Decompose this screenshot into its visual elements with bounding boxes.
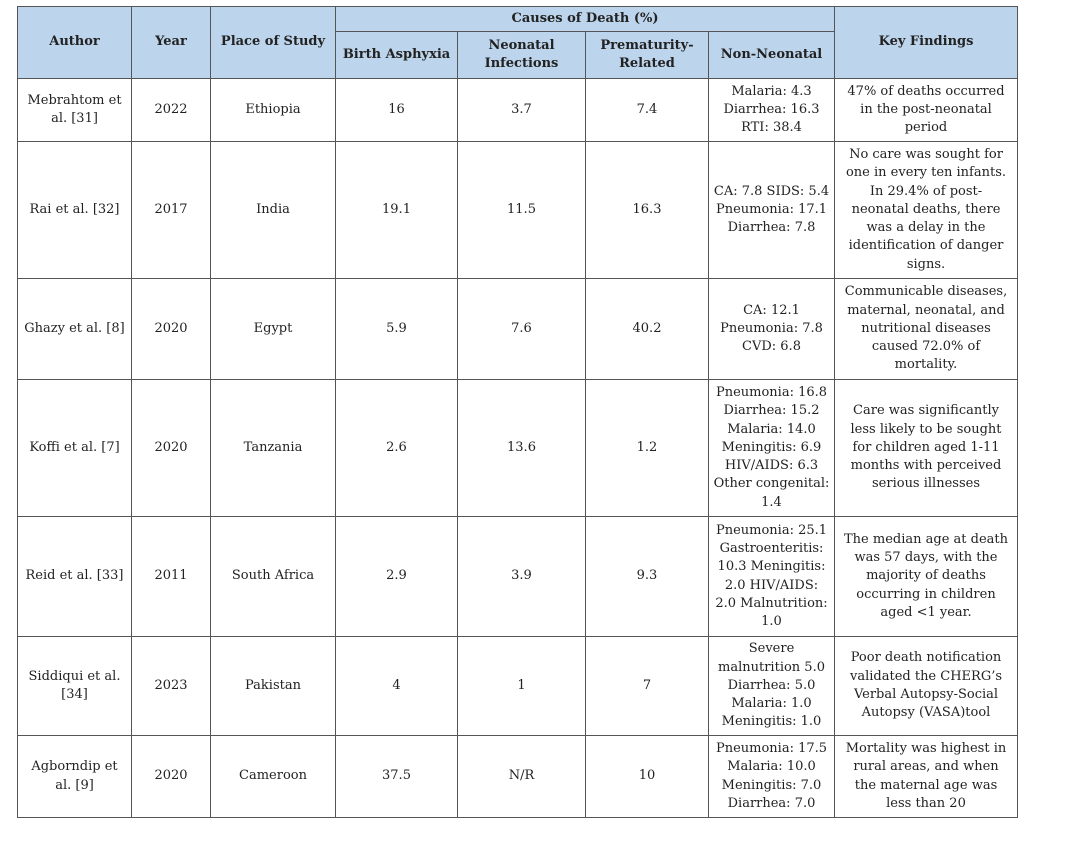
cell-neonatal-infections: 11.5 [458,142,586,279]
cell-neonatal-infections: 1 [458,637,586,736]
cell-place: Ethiopia [211,79,336,142]
cell-non-neonatal: Malaria: 4.3 Diarrhea: 16.3 RTI: 38.4 [709,79,835,142]
cell-place: South Africa [211,517,336,637]
cell-non-neonatal: CA: 7.8 SIDS: 5.4 Pneumonia: 17.1 Diarrhea: 7.8 [709,142,835,279]
cell-birth-asphyxia: 2.6 [336,380,458,517]
cell-birth-asphyxia: 37.5 [336,736,458,818]
table-row [18,637,1018,736]
cell-year: 2011 [132,517,211,637]
cell-non-neonatal: Pneumonia: 25.1 Gastroenteritis: 10.3 Meningitis: 2.0 HIV/AIDS: 2.0 Malnutrition: 1.0 [709,517,835,637]
cell-birth-asphyxia: 16 [336,79,458,142]
header-causes-group: Causes of Death (%) [336,7,835,32]
header-birth-asphyxia: Birth Asphyxia [336,32,458,79]
cell-birth-asphyxia: 2.9 [336,517,458,637]
cell-key-findings: No care was sought for one in every ten infants. In 29.4% of post-neonatal deaths, there was a delay in the identification of danger signs. [835,142,1018,279]
cell-neonatal-infections: 13.6 [458,380,586,517]
cell-neonatal-infections: 3.9 [458,517,586,637]
table-row [18,517,1018,637]
cell-prematurity: 9.3 [586,517,709,637]
cell-author: Ghazy et al. [8] [18,279,132,380]
causes-of-death-table [17,6,1018,818]
table-row [18,79,1018,142]
cell-birth-asphyxia: 4 [336,637,458,736]
cell-year: 2017 [132,142,211,279]
cell-non-neonatal: Severe malnutrition 5.0 Diarrhea: 5.0 Malaria: 1.0 Meningitis: 1.0 [709,637,835,736]
cell-non-neonatal: Pneumonia: 16.8 Diarrhea: 15.2 Malaria: 14.0 Meningitis: 6.9 HIV/AIDS: 6.3 Other congenital: 1.4 [709,380,835,517]
header-prematurity: Prematurity-Related [586,32,709,79]
cell-key-findings: Care was significantly less likely to be sought for children aged 1-11 months with perceived serious illnesses [835,380,1018,517]
cell-year: 2020 [132,736,211,818]
table-row [18,142,1018,279]
cell-place: India [211,142,336,279]
cell-prematurity: 7.4 [586,79,709,142]
cell-place: Cameroon [211,736,336,818]
table-row [18,380,1018,517]
header-neonatal-infections: Neonatal Infections [458,32,586,79]
cell-year: 2022 [132,79,211,142]
cell-author: Reid et al. [33] [18,517,132,637]
cell-year: 2020 [132,380,211,517]
cell-key-findings: 47% of deaths occurred in the post-neonatal period [835,79,1018,142]
header-author: Author [18,7,132,79]
cell-prematurity: 1.2 [586,380,709,517]
header-key-findings: Key Findings [835,7,1018,79]
cell-place: Egypt [211,279,336,380]
cell-author: Siddiqui et al. [34] [18,637,132,736]
cell-neonatal-infections: 3.7 [458,79,586,142]
cell-neonatal-infections: N/R [458,736,586,818]
header-non-neonatal: Non-Neonatal [709,32,835,79]
cell-prematurity: 16.3 [586,142,709,279]
cell-key-findings: Communicable diseases, maternal, neonatal, and nutritional diseases caused 72.0% of mortality. [835,279,1018,380]
header-place: Place of Study [211,7,336,79]
cell-author: Rai et al. [32] [18,142,132,279]
cell-non-neonatal: CA: 12.1 Pneumonia: 7.8 CVD: 6.8 [709,279,835,380]
cell-prematurity: 40.2 [586,279,709,380]
cell-birth-asphyxia: 5.9 [336,279,458,380]
cell-non-neonatal: Pneumonia: 17.5 Malaria: 10.0 Meningitis: 7.0 Diarrhea: 7.0 [709,736,835,818]
cell-prematurity: 7 [586,637,709,736]
cell-year: 2020 [132,279,211,380]
cell-key-findings: The median age at death was 57 days, with the majority of deaths occurring in children aged <1 year. [835,517,1018,637]
cell-place: Pakistan [211,637,336,736]
cell-key-findings: Poor death notification validated the CHERG’s Verbal Autopsy-Social Autopsy (VASA)tool [835,637,1018,736]
table-row [18,736,1018,818]
header-year: Year [132,7,211,79]
cell-author: Mebrahtom et al. [31] [18,79,132,142]
cell-neonatal-infections: 7.6 [458,279,586,380]
table-row [18,279,1018,380]
cell-place: Tanzania [211,380,336,517]
cell-year: 2023 [132,637,211,736]
cell-prematurity: 10 [586,736,709,818]
cell-key-findings: Mortality was highest in rural areas, and when the maternal age was less than 20 [835,736,1018,818]
cell-birth-asphyxia: 19.1 [336,142,458,279]
cell-author: Koffi et al. [7] [18,380,132,517]
cell-author: Agborndip et al. [9] [18,736,132,818]
